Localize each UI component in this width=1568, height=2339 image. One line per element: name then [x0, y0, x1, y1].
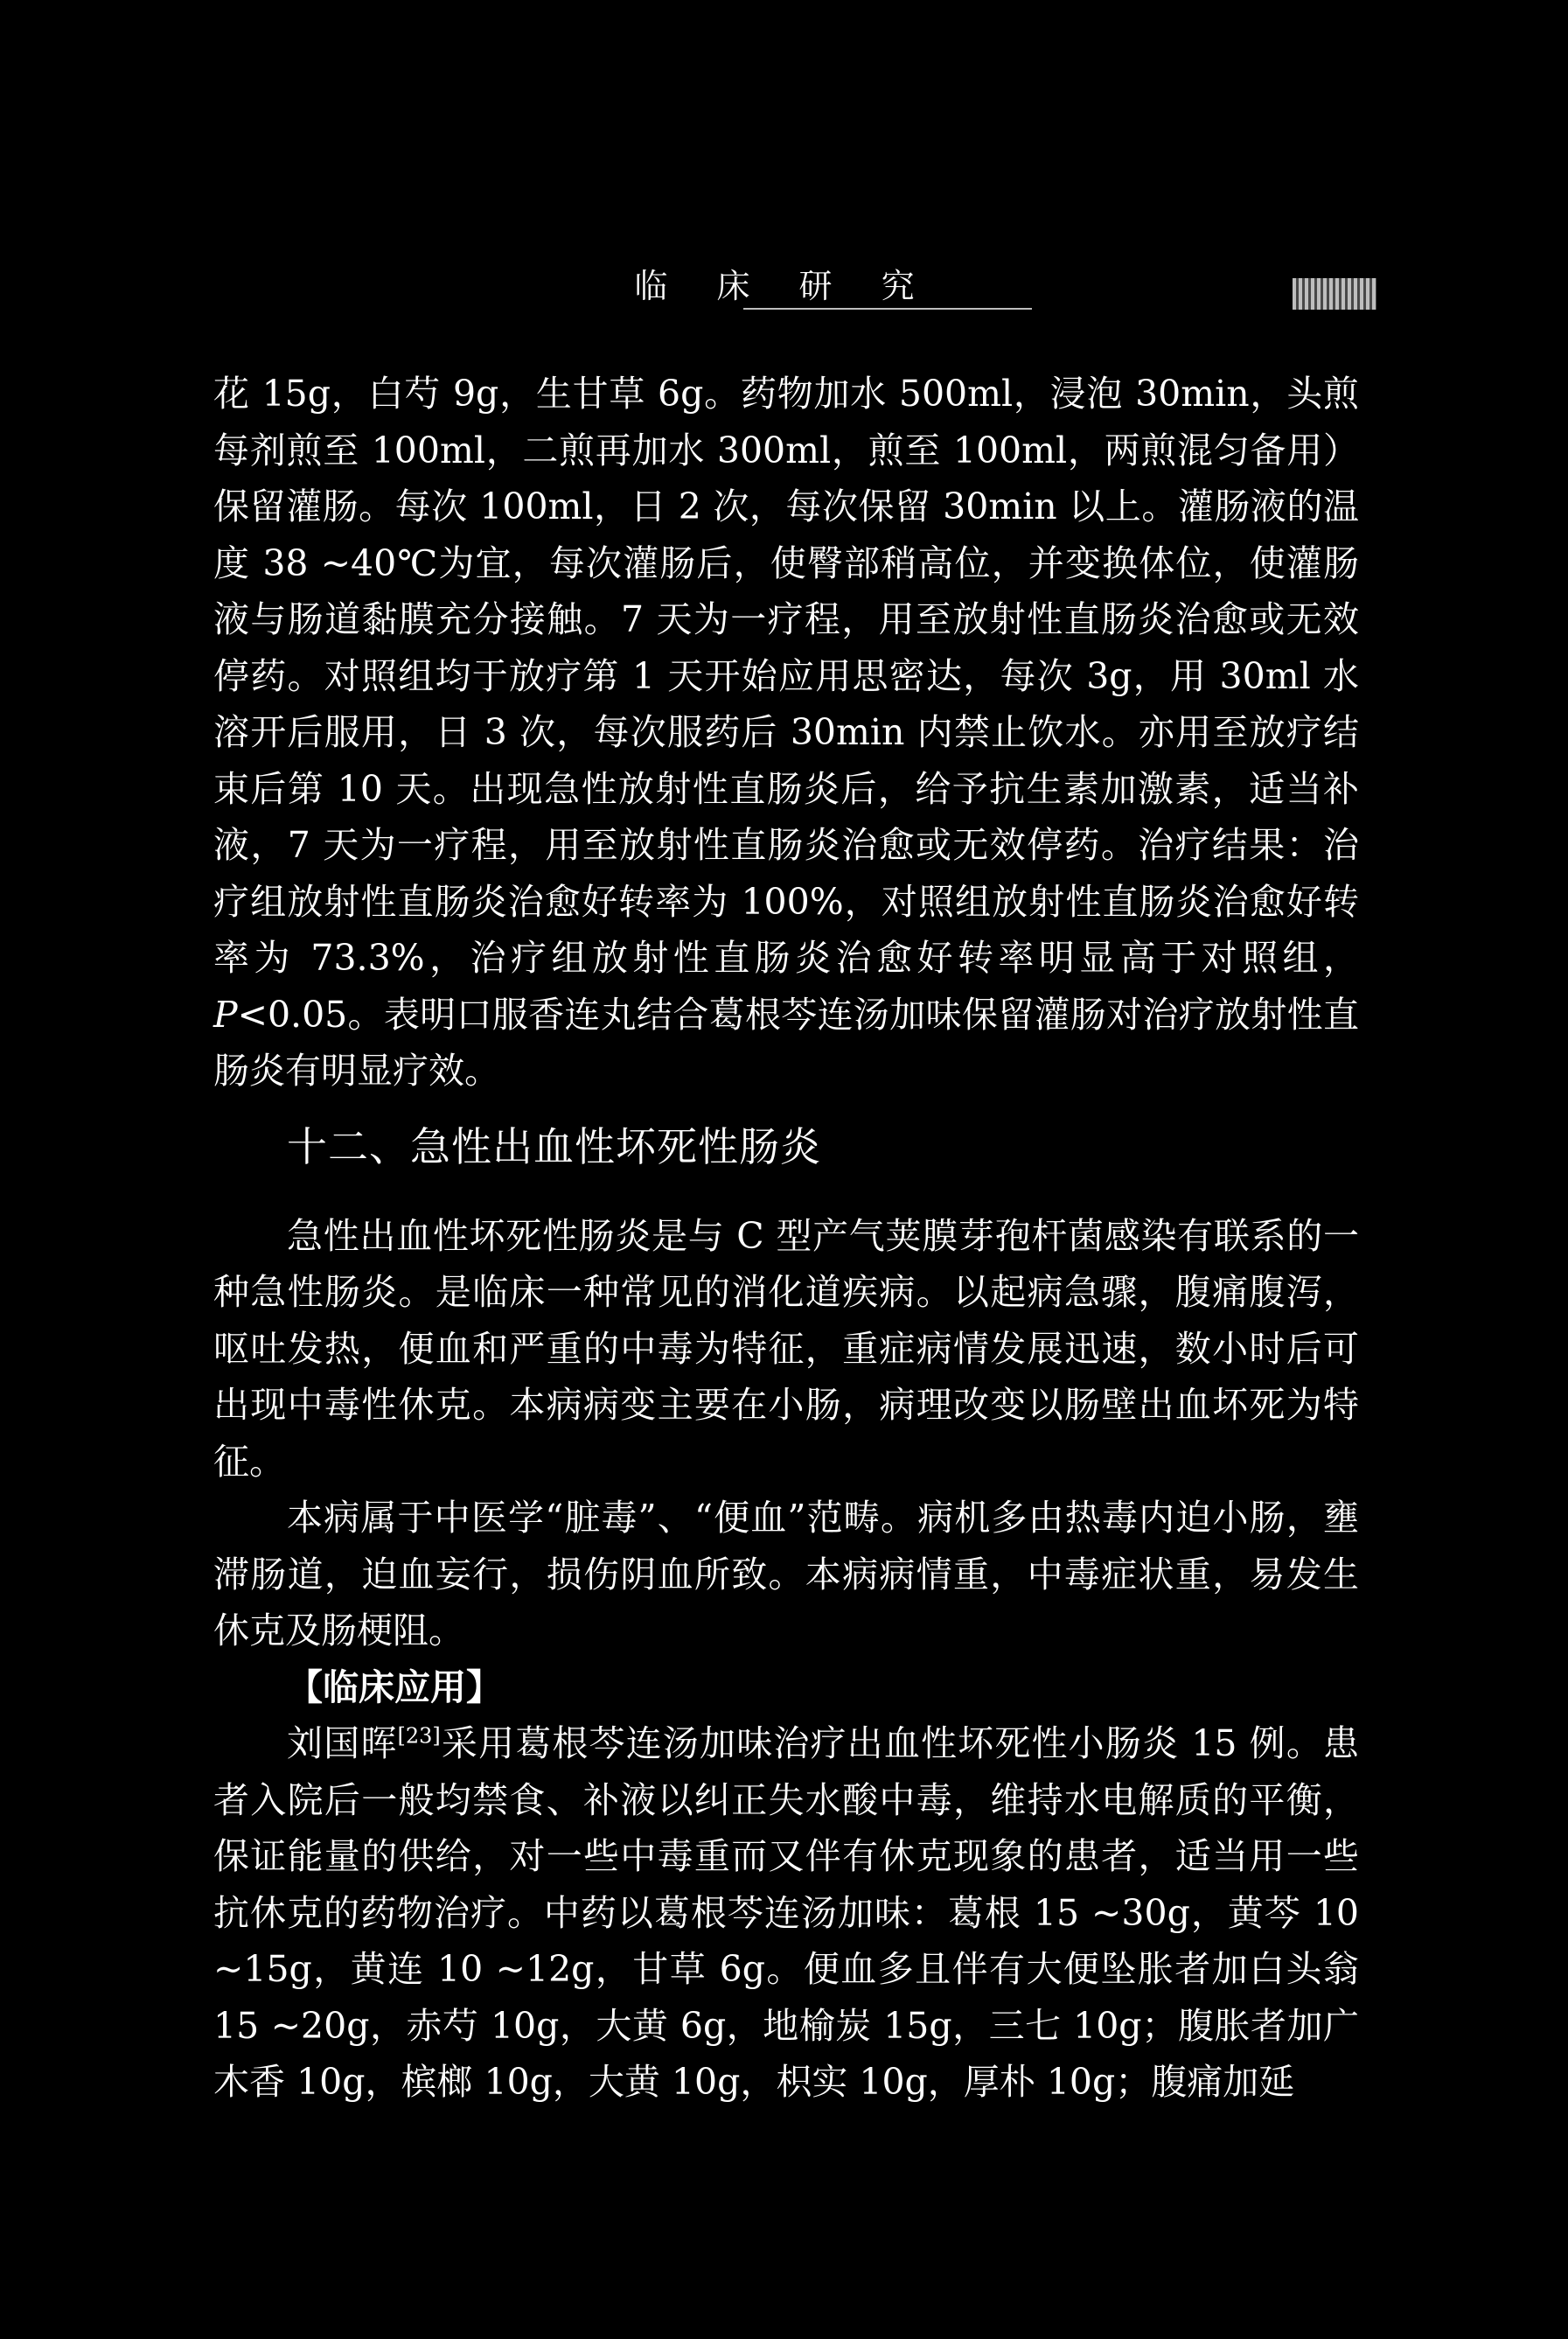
paragraph-continued	[213, 366, 1359, 1100]
body-text	[213, 366, 1359, 2111]
page-number-mark	[1293, 278, 1376, 310]
paragraph-definition: 急性出血性坏死性肠炎是与 C 型产气荚膜芽孢杆菌感染有联系的一种急性肠炎。是临床一种常见的消化道疾病。以起病急骤，腹痛腹泻，呕吐发热，便血和严重的中毒为特征，重症病情发展迅速，数小时后可出现中毒性休克。本病病变主要在小肠，病理改变以肠壁出血坏死为特征。	[213, 1214, 1359, 1483]
header-rule	[743, 308, 1032, 310]
paragraph-tcm: 本病属于中医学“脏毒”、“便血”范畴。病机多由热毒内迫小肠，壅滞肠道，迫血妄行，损伤阴血所致。本病病情重，中毒症状重，易发生休克及肠梗阻。	[213, 1497, 1359, 1651]
section-title: 十二、急性出血性坏死性肠炎	[287, 1122, 821, 1170]
author-name: 刘国晖	[287, 1722, 398, 1764]
paragraph-clinical-case-text: 采用葛根芩连汤加味治疗出血性坏死性小肠炎 15 例。患者入院后一般均禁食、补液以纠正失水酸中毒，维持水电解质的平衡，保证能量的供给，对一些中毒重而又伴有休克现象的患者，适当用一些抗休克的药物治疗。中药以葛根芩连汤加味：葛根 15 ~30g，黄芩 10 ~15g，黄连 10 ~12g，甘草 6g。便血多且伴有大便坠胀者加白头翁 15 ~20g，赤芍 10g，大黄 6g，地榆炭 15g，三七 10g；腹胀者加广木香 10g，槟榔 10g，大黄 10g，枳实 10g，厚朴 10g；腹痛加延	[213, 1722, 1360, 2103]
subheading-clinical-application: 【临床应用】	[287, 1665, 502, 1708]
paragraph-continued-text: 花 15g，白芍 9g，生甘草 6g。药物加水 500ml，浸泡 30min，头煎每剂煎至 100ml，二煎再加水 300ml，煎至 100ml，两煎混匀备用）保留灌肠。每次 100ml，日 2 次，每次保留 30min 以上。灌肠液的温度 38 ~40℃为宜，每次灌肠后，使臀部稍高位，并变换体位，使灌肠液与肠道黏膜充分接触。7 天为一疗程，用至放射性直肠炎治愈或无效停药。对照组均于放疗第 1 天开始应用思密达，每次 3g，用 30ml 水溶开后服用，日 3 次，每次服药后 30min 内禁止饮水。亦用至放疗结束后第 10 天。出现急性放射性直肠炎后，给予抗生素加激素，适当补液，7 天为一疗程，用至放射性直肠炎治愈或无效停药。治疗结果：治疗组放射性直肠炎治愈好转率为 100%，对照组放射性直肠炎治愈好转率为 73.3%，治疗组放射性直肠炎治愈好转率明显高于对照组，	[213, 373, 1359, 979]
paragraph-clinical-case	[213, 1715, 1359, 2111]
paragraph-continued-tail: <0.05。表明口服香连丸结合葛根芩连汤加味保留灌肠对治疗放射性直肠炎有明显疗效。	[213, 993, 1359, 1092]
running-header: 临 床 研 究	[634, 267, 934, 305]
reference-citation: [23]	[397, 1723, 441, 1749]
p-value-symbol: P	[213, 993, 238, 1036]
